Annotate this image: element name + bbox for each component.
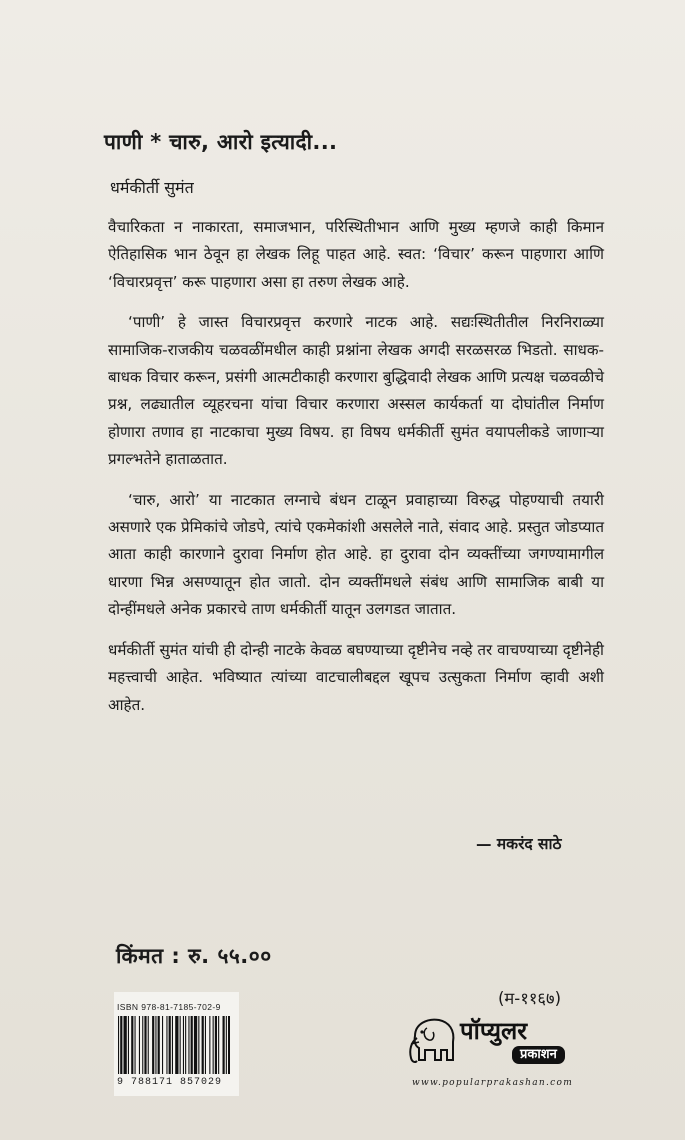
blurb-signature: — मकरंद साठे [476,835,562,853]
isbn-label: ISBN 978-81-7185-702-9 [117,1002,221,1012]
price-label: किंमत : रु. ५५.०० [116,944,272,968]
book-title: पाणी * चारु, आरो इत्यादी... [104,130,338,154]
barcode-digits: 9 788171 857029 [117,1077,223,1088]
catalog-code: (म-११६७) [498,989,562,1008]
book-author: धर्मकीर्ती सुमंत [110,178,194,197]
elephant-icon [405,1014,461,1072]
publisher-url: www.popularprakashan.com [412,1078,574,1088]
blurb-paragraph: धर्मकीर्ती सुमंत यांची ही दोन्ही नाटके केवळ बघण्याच्या दृष्टीनेच नव्हे तर वाचण्याच्या दृष्टीनेही महत्त्वाची आहेत. भविष्यात त्यांच्या वाटचालीबद्दल खूपच उत्सुकता निर्माण व्हावी अशी आहेत. [108,640,604,714]
publisher-subtitle: प्रकाशन [512,1046,565,1064]
blurb [108,214,604,732]
barcode-icon [118,1016,230,1074]
blurb-paragraph: ‘चारु, आरो’ या नाटकात लग्नाचे बंधन टाळून प्रवाहाच्या विरुद्ध पोहण्याची तयारी असणारे एक प्रेमिकांचे जोडपे, त्यांचे एकमेकांशी असलेले नाते, संवाद आहे. प्रस्तुत जोडप्यात आता काही कारणाने दुरावा निर्माण होत आहे. हा दुरावा दोन व्यक्तींच्या जगण्यामागील धारणा भिन्न असण्यातून होत जातो. दोन व्यक्तींमधले संबंध आणि सामाजिक बाबी या दोन्हींमधले अनेक प्रकारचे ताण धर्मकीर्ती यातून उलगडत जातात. [108,490,604,619]
blurb-paragraph: वैचारिकता न नाकारता, समाजभान, परिस्थितीभान आणि मुख्य म्हणजे काही किमान ऐतिहासिक भान ठेवून हा लेखक लिहू पाहत आहे. स्वत: ‘विचार’ करून पाहणारा आणि ‘विचारप्रवृत्त’ करू पाहणारा असा हा तरुण लेखक आहे. [108,218,604,291]
blurb-paragraph: ‘पाणी’ हे जास्त विचारप्रवृत्त करणारे नाटक आहे. सद्यःस्थितीतील निरनिराळ्या सामाजिक-राजकीय चळवळींमधील काही प्रश्नांना लेखक अगदी सरळसरळ भिडतो. साधक-बाधक विचार करून, प्रसंगी आत्मटीकाही करणारा बुद्धिवादी लेखक आणि प्रत्यक्ष चळवळीचे प्रश्न, लढ्यातील व्यूहरचना यांचा विचार करणारा अस्सल कार्यकर्ता या दोघांतील निर्माण होणारा तणाव हा नाटकाचा मुख्य विषय. हा विषय धर्मकीर्ती सुमंत वयापलीकडे जाणाऱ्या प्रगल्भतेने हाताळतात. [108,313,604,469]
publisher-name: पॉप्युलर [460,1017,528,1045]
